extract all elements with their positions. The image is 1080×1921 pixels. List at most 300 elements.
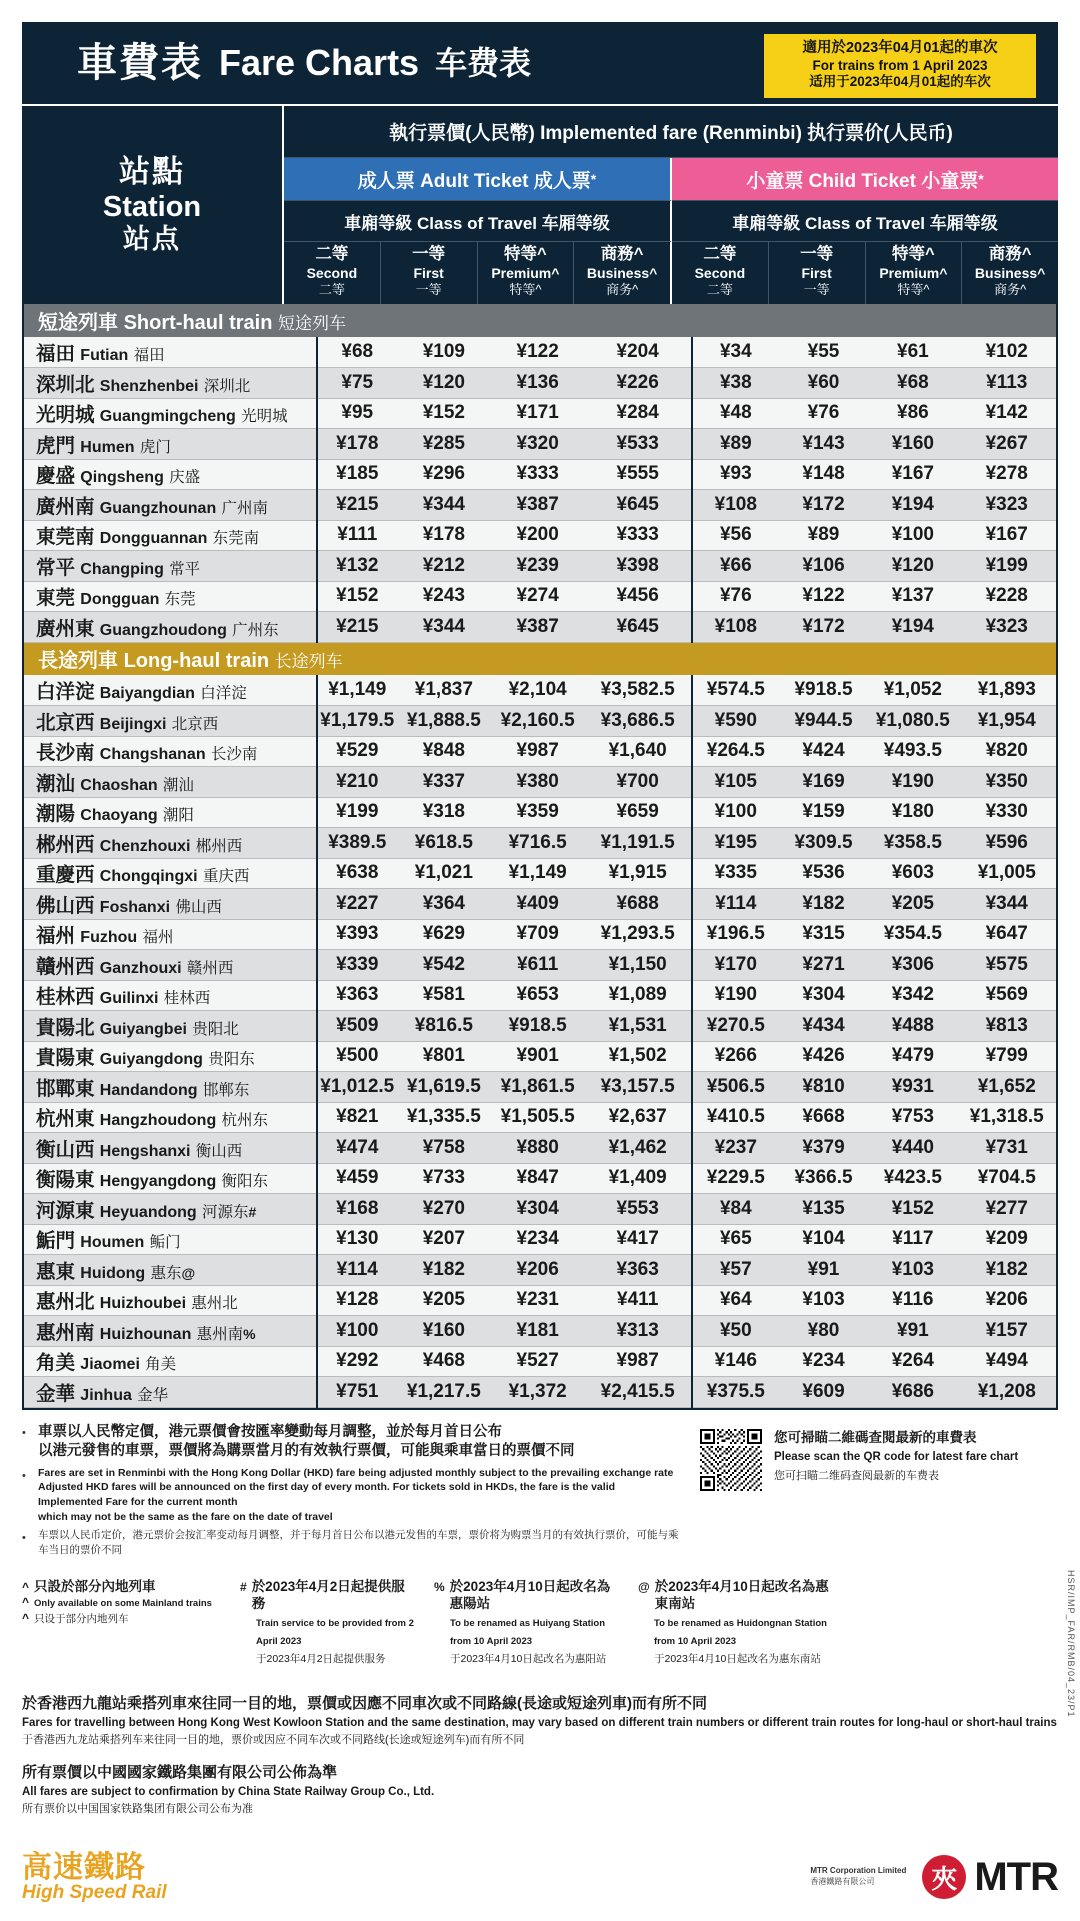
fare-cell: ¥533 — [585, 429, 692, 460]
table-row — [24, 398, 1056, 429]
legend-traditional: 於2023年4月2日起提供服務 — [251, 1578, 405, 1612]
station-name-cell — [24, 1011, 317, 1042]
station-english: Chongqingxi — [99, 868, 198, 886]
table-row — [24, 919, 1056, 950]
legend-symbol: % — [434, 1579, 445, 1594]
station-english: Handandong — [99, 1081, 198, 1099]
station-traditional: 佛山西 — [36, 894, 95, 917]
fare-cell: ¥205 — [868, 889, 957, 920]
adult-class-premium — [478, 242, 575, 304]
fare-cell: ¥323 — [958, 490, 1056, 521]
fare-cell: ¥130 — [317, 1224, 397, 1255]
station-column-header — [22, 106, 284, 304]
legend-item-hash — [240, 1578, 416, 1667]
station-simplified: 潮汕 — [162, 776, 194, 794]
fare-cell: ¥1,021 — [397, 858, 491, 889]
station-name-cell — [24, 368, 317, 399]
station-traditional: 鮜門 — [36, 1230, 76, 1253]
bullet-icon: • — [22, 1532, 26, 1545]
station-simplified: 光明城 — [241, 408, 288, 426]
station-traditional: 貴陽北 — [36, 1016, 95, 1039]
station-english: Guiyangbei — [99, 1020, 187, 1038]
fare-cell: ¥688 — [585, 889, 692, 920]
fare-cell: ¥350 — [958, 767, 1056, 798]
disclaimer2-simplified: 所有票价以中国国家铁路集团有限公司公布为准 — [22, 1803, 253, 1816]
legend-simplified: 于2023年4月10日起改名为惠阳站 — [450, 1652, 607, 1665]
station-english: Hangzhoudong — [99, 1112, 217, 1130]
fare-cell: ¥270.5 — [692, 1011, 779, 1042]
fare-cell: ¥108 — [692, 490, 779, 521]
fare-cell: ¥91 — [779, 1255, 868, 1286]
station-simplified: 贵阳北 — [192, 1020, 239, 1038]
legend-symbol: @ — [638, 1579, 650, 1594]
fare-cell: ¥274 — [491, 581, 585, 612]
fare-cell: ¥3,157.5 — [585, 1072, 692, 1103]
table-row — [24, 706, 1056, 737]
fare-cell: ¥611 — [491, 950, 585, 981]
station-traditional: 贛州西 — [36, 955, 95, 978]
station-header-simplified: 站点 — [123, 224, 181, 255]
table-row — [24, 1255, 1056, 1286]
fare-cell: ¥753 — [868, 1102, 957, 1133]
fare-cell: ¥387 — [491, 612, 585, 643]
fare-cell: ¥114 — [692, 889, 779, 920]
fare-cell: ¥104 — [779, 1224, 868, 1255]
station-simplified: 庆盛 — [169, 469, 201, 487]
station-english: Fuzhou — [80, 929, 138, 947]
fare-cell: ¥629 — [397, 919, 491, 950]
fare-cell: ¥686 — [868, 1377, 957, 1408]
fare-cell: ¥206 — [958, 1285, 1056, 1316]
class-label-english: Premium^ — [879, 265, 948, 282]
page-title-simplified: 车费表 — [435, 45, 532, 81]
station-name-cell — [24, 459, 317, 490]
fare-cell: ¥160 — [868, 429, 957, 460]
station-simplified: 佛山西 — [175, 898, 222, 916]
station-english: Foshanxi — [99, 898, 171, 916]
table-header — [22, 104, 1058, 304]
fare-cell: ¥120 — [397, 368, 491, 399]
station-traditional: 桂林西 — [36, 986, 95, 1009]
fare-cell: ¥234 — [779, 1346, 868, 1377]
fare-cell: ¥148 — [779, 459, 868, 490]
station-name-cell — [24, 950, 317, 981]
station-simplified: 常平 — [169, 560, 201, 578]
fare-cell: ¥333 — [491, 459, 585, 490]
fare-cell: ¥122 — [491, 337, 585, 368]
station-footnote-mark: % — [243, 1325, 256, 1342]
station-name-cell — [24, 1041, 317, 1072]
station-english: Jiaomei — [80, 1356, 140, 1374]
fare-cell: ¥1,640 — [585, 736, 692, 767]
fare-cell: ¥34 — [692, 337, 779, 368]
fare-note-en-line2: Adjusted HKD fares will be announced on the first day of every month. For tickets sold in HKDs, the fare is the valid Implemented Fare for the current month — [38, 1481, 616, 1508]
fare-cell: ¥185 — [317, 459, 397, 490]
station-traditional: 衡山西 — [36, 1138, 95, 1161]
station-traditional: 慶盛 — [36, 465, 76, 488]
fare-cell: ¥2,415.5 — [585, 1377, 692, 1408]
fare-cell: ¥2,104 — [491, 675, 585, 706]
station-simplified: 衡阳东 — [221, 1173, 269, 1191]
fare-cell: ¥801 — [397, 1041, 491, 1072]
station-name-cell — [24, 429, 317, 460]
fare-cell: ¥574.5 — [692, 675, 779, 706]
child-class-first — [769, 242, 866, 304]
fare-cell: ¥120 — [868, 551, 957, 582]
fare-cell: ¥228 — [958, 581, 1056, 612]
fare-cell: ¥468 — [397, 1346, 491, 1377]
fare-cell: ¥1,012.5 — [317, 1072, 397, 1103]
station-english: Chenzhouxi — [99, 837, 191, 855]
station-footnote-mark: @ — [181, 1264, 196, 1281]
fare-cell: ¥205 — [397, 1285, 491, 1316]
table-row — [24, 1224, 1056, 1255]
fare-cell: ¥344 — [958, 889, 1056, 920]
station-name-cell — [24, 337, 317, 368]
table-row — [24, 1377, 1056, 1408]
mtr-corp-chinese: 香港鐵路有限公司 — [810, 1877, 875, 1887]
fare-cell: ¥393 — [317, 919, 397, 950]
child-ticket-footnote-mark: * — [978, 171, 984, 187]
fare-cell: ¥3,686.5 — [585, 706, 692, 737]
fare-cell: ¥1,318.5 — [958, 1102, 1056, 1133]
station-english: Dongguan — [80, 591, 160, 609]
station-english: Baiyangdian — [99, 685, 195, 702]
section-header-label — [24, 304, 1056, 337]
table-row — [24, 950, 1056, 981]
fare-cell: ¥128 — [317, 1285, 397, 1316]
station-traditional: 角美 — [36, 1352, 76, 1375]
legend-item-caret — [22, 1578, 222, 1667]
adult-class-first — [381, 242, 478, 304]
page-title-traditional: 車費表 — [77, 41, 203, 85]
fare-cell: ¥918.5 — [779, 675, 868, 706]
fare-cell: ¥234 — [491, 1224, 585, 1255]
station-traditional: 北京西 — [36, 711, 95, 734]
fare-cell: ¥440 — [868, 1133, 957, 1164]
fare-cell: ¥117 — [868, 1224, 957, 1255]
station-simplified: 福州 — [142, 929, 174, 947]
implemented-fare-label: 執行票價(人民幣) Implemented fare (Renminbi) 执行票价(人民币) — [284, 106, 1058, 158]
fare-cell: ¥358.5 — [868, 828, 957, 859]
ticket-type-row — [284, 158, 1058, 200]
fare-note-simp-text: 车票以人民币定价，港元票价会按汇率变动每月调整，并于每月首日公布以港元发售的车票，票价将为购票当月的有效执行票价，可能与乘车当日的票价不同 — [38, 1529, 679, 1557]
station-traditional: 東莞 — [36, 587, 76, 610]
fare-cell: ¥375.5 — [692, 1377, 779, 1408]
fare-cell: ¥901 — [491, 1041, 585, 1072]
fare-cell: ¥285 — [397, 429, 491, 460]
mtr-circle-icon: 夾 — [922, 1855, 966, 1899]
fare-cell: ¥1,861.5 — [491, 1072, 585, 1103]
fare-note-block — [22, 1423, 682, 1562]
fare-cell: ¥1,915 — [585, 858, 692, 889]
legend-item-at — [638, 1578, 838, 1667]
fare-cell: ¥264.5 — [692, 736, 779, 767]
fare-cell: ¥645 — [585, 612, 692, 643]
station-english: Chaoshan — [80, 776, 158, 794]
child-ticket-header — [672, 158, 1058, 200]
validity-line-english: For trains from 1 April 2023 — [812, 57, 988, 73]
child-class-second — [672, 242, 769, 304]
station-english: Ganzhouxi — [99, 959, 182, 977]
fare-cell: ¥821 — [317, 1102, 397, 1133]
fare-cell: ¥172 — [779, 612, 868, 643]
fare-cell: ¥366.5 — [779, 1163, 868, 1194]
table-row — [24, 581, 1056, 612]
fare-cell: ¥494 — [958, 1346, 1056, 1377]
section-label-simplified: 短途列车 — [278, 314, 347, 333]
fare-cell: ¥178 — [397, 520, 491, 551]
fare-cell: ¥751 — [317, 1377, 397, 1408]
fare-cell: ¥880 — [491, 1133, 585, 1164]
fare-cell: ¥542 — [397, 950, 491, 981]
station-english: Guangzhounan — [99, 499, 217, 517]
fare-cell: ¥152 — [868, 1194, 957, 1225]
fare-cell: ¥109 — [397, 337, 491, 368]
station-name-cell — [24, 490, 317, 521]
fare-cell: ¥93 — [692, 459, 779, 490]
fare-cell: ¥423.5 — [868, 1163, 957, 1194]
fare-table — [24, 304, 1056, 1408]
fare-cell: ¥167 — [958, 520, 1056, 551]
legend-traditional: 於2023年4月10日起改名為惠東南站 — [654, 1578, 829, 1612]
fare-cell: ¥3,582.5 — [585, 675, 692, 706]
fare-cell: ¥380 — [491, 767, 585, 798]
class-label-english: First — [413, 265, 444, 282]
fare-cell: ¥105 — [692, 767, 779, 798]
fare-cell: ¥944.5 — [779, 706, 868, 737]
qr-code-block — [682, 1423, 1058, 1562]
footnotes-section — [22, 1423, 1058, 1562]
fare-cell: ¥55 — [779, 337, 868, 368]
fare-cell: ¥215 — [317, 490, 397, 521]
table-row — [24, 1072, 1056, 1103]
station-traditional: 虎門 — [36, 434, 76, 457]
hsr-logo-chinese: 高速鐵路 — [22, 1850, 146, 1884]
fare-cell: ¥207 — [397, 1224, 491, 1255]
fare-cell: ¥581 — [397, 980, 491, 1011]
station-english: Changshanan — [99, 746, 206, 764]
qr-text-english: Please scan the QR code for latest fare chart — [774, 1451, 1019, 1464]
validity-line-simplified: 适用于2023年04月01起的车次 — [809, 74, 991, 90]
class-label-english: Business^ — [974, 265, 1046, 282]
table-row — [24, 675, 1056, 706]
fare-cell: ¥527 — [491, 1346, 585, 1377]
station-simplified: 福田 — [133, 347, 165, 364]
fare-cell: ¥1,893 — [958, 675, 1056, 706]
station-english: Huizhoubei — [99, 1295, 187, 1313]
station-simplified: 衡山西 — [195, 1142, 243, 1160]
child-ticket-label: 小童票 Child Ticket 小童票 — [746, 170, 979, 192]
fare-cell: ¥152 — [317, 581, 397, 612]
fare-cell: ¥106 — [779, 551, 868, 582]
fare-cell: ¥122 — [779, 581, 868, 612]
station-traditional: 衡陽東 — [36, 1169, 95, 1192]
fare-cell: ¥363 — [317, 980, 397, 1011]
station-simplified: 深圳北 — [203, 377, 251, 395]
station-traditional: 河源東 — [36, 1199, 95, 1222]
station-simplified: 虎门 — [139, 438, 171, 456]
fare-cell: ¥1,293.5 — [585, 919, 692, 950]
mtr-corp-english: MTR Corporation Limited — [810, 1866, 907, 1876]
class-label-traditional: 商務^ — [988, 245, 1032, 264]
station-traditional: 邯鄲東 — [36, 1077, 95, 1100]
legend-symbol: ^ — [22, 1595, 30, 1610]
station-traditional: 潮汕 — [36, 772, 76, 795]
station-simplified: 白洋淀 — [200, 685, 247, 702]
station-simplified: 潮阳 — [162, 807, 194, 825]
fare-cell: ¥553 — [585, 1194, 692, 1225]
fare-cell: ¥1,191.5 — [585, 828, 692, 859]
table-row — [24, 490, 1056, 521]
section-label-english: Short-haul train — [123, 312, 273, 334]
station-english: Changping — [80, 560, 164, 578]
station-english: Qingsheng — [80, 469, 164, 487]
fare-cell: ¥142 — [958, 398, 1056, 429]
qr-text-simplified: 您可扫瞄二维码查阅最新的车费表 — [774, 1469, 939, 1482]
table-row — [24, 459, 1056, 490]
fare-cell: ¥810 — [779, 1072, 868, 1103]
legend-symbol: ^ — [22, 1579, 30, 1594]
station-traditional: 福田 — [36, 343, 76, 365]
fare-cell: ¥653 — [491, 980, 585, 1011]
fare-cell: ¥1,335.5 — [397, 1102, 491, 1133]
section-header-long-haul — [24, 642, 1056, 675]
fare-cell: ¥987 — [491, 736, 585, 767]
fare-cell: ¥342 — [868, 980, 957, 1011]
fare-cell: ¥113 — [958, 368, 1056, 399]
fare-cell: ¥379 — [779, 1133, 868, 1164]
fare-note-traditional — [22, 1423, 682, 1462]
station-english: Jinhua — [80, 1386, 132, 1404]
fare-cell: ¥48 — [692, 398, 779, 429]
legend-english: To be renamed as Huiyang Station from 10 April 2023 — [450, 1617, 606, 1647]
fare-cell: ¥918.5 — [491, 1011, 585, 1042]
station-name-cell — [24, 797, 317, 828]
fare-cell: ¥668 — [779, 1102, 868, 1133]
fare-cell: ¥212 — [397, 551, 491, 582]
legend-english: To be renamed as Huidongnan Station from 10 April 2023 — [654, 1617, 827, 1647]
fare-cell: ¥181 — [491, 1316, 585, 1347]
page-title-bar — [22, 22, 1058, 104]
fare-cell: ¥152 — [397, 398, 491, 429]
fare-cell: ¥89 — [692, 429, 779, 460]
legend-simplified: 只设于部分内地列车 — [34, 1613, 129, 1626]
fare-note-en-line1: Fares are set in Renminbi with the Hong Kong Dollar (HKD) fare being adjusted monthly subject to the prevailing exchange rate — [38, 1466, 674, 1479]
station-name-cell — [24, 858, 317, 889]
station-simplified: 赣州西 — [186, 959, 234, 977]
child-class-of-travel-label: 車廂等級 Class of Travel 车厢等级 — [672, 200, 1058, 242]
station-name-cell — [24, 980, 317, 1011]
fare-cell: ¥820 — [958, 736, 1056, 767]
fare-cell: ¥296 — [397, 459, 491, 490]
fare-cell: ¥157 — [958, 1316, 1056, 1347]
station-name-cell — [24, 828, 317, 859]
station-name-cell — [24, 736, 317, 767]
fare-cell: ¥330 — [958, 797, 1056, 828]
station-traditional: 白洋淀 — [36, 681, 95, 703]
fare-cell: ¥172 — [779, 490, 868, 521]
station-english: Hengyangdong — [99, 1173, 217, 1191]
station-english: Shenzhenbei — [99, 377, 199, 395]
station-traditional: 貴陽東 — [36, 1047, 95, 1070]
class-label-english: Second — [306, 265, 358, 282]
symbol-legend — [22, 1578, 1058, 1667]
disclaimer1-simplified: 于香港西九龙站乘搭列车来往同一目的地，票价或因应不同车次或不同路线(长途或短途列车)而有所不同 — [22, 1733, 525, 1746]
fare-cell: ¥169 — [779, 767, 868, 798]
class-subheader-row — [284, 242, 1058, 304]
station-simplified: 角美 — [145, 1356, 177, 1374]
fare-cell: ¥555 — [585, 459, 692, 490]
station-header-english: Station — [102, 191, 202, 224]
fare-cell: ¥194 — [868, 490, 957, 521]
fare-cell: ¥137 — [868, 581, 957, 612]
table-row — [24, 368, 1056, 399]
fare-cell: ¥215 — [317, 612, 397, 643]
adult-class-business — [574, 242, 670, 304]
fare-cell: ¥284 — [585, 398, 692, 429]
table-row — [24, 1316, 1056, 1347]
station-english: Chaoyang — [80, 807, 158, 825]
mtr-wordmark: MTR — [974, 1854, 1058, 1899]
fare-cell: ¥182 — [779, 889, 868, 920]
fare-cell: ¥1,619.5 — [397, 1072, 491, 1103]
class-label-traditional: 一等 — [800, 245, 834, 264]
fare-cell: ¥160 — [397, 1316, 491, 1347]
table-row — [24, 889, 1056, 920]
station-name-cell — [24, 612, 317, 643]
fare-cell: ¥704.5 — [958, 1163, 1056, 1194]
station-simplified: 东莞 — [164, 591, 196, 609]
fare-cell: ¥194 — [868, 612, 957, 643]
station-name-cell — [24, 581, 317, 612]
table-row — [24, 1011, 1056, 1042]
station-simplified: 惠州北 — [191, 1295, 238, 1313]
fare-cell: ¥609 — [779, 1377, 868, 1408]
fare-cell: ¥506.5 — [692, 1072, 779, 1103]
fare-cell: ¥226 — [585, 368, 692, 399]
fare-cell: ¥410.5 — [692, 1102, 779, 1133]
fare-cell: ¥243 — [397, 581, 491, 612]
station-name-cell — [24, 1224, 317, 1255]
station-traditional: 深圳北 — [36, 373, 95, 396]
bullet-icon: • — [22, 1426, 26, 1439]
fare-cell: ¥167 — [868, 459, 957, 490]
fare-cell: ¥76 — [779, 398, 868, 429]
section-label-traditional: 短途列車 — [38, 312, 118, 334]
fare-cell: ¥136 — [491, 368, 585, 399]
fare-cell: ¥426 — [779, 1041, 868, 1072]
fare-cell: ¥111 — [317, 520, 397, 551]
fare-cell: ¥56 — [692, 520, 779, 551]
disclaimer2-traditional: 所有票價以中國國家鐵路集團有限公司公佈為準 — [22, 1764, 338, 1782]
adult-class-second — [284, 242, 381, 304]
fare-cell: ¥575 — [958, 950, 1056, 981]
station-name-cell — [24, 1163, 317, 1194]
adult-ticket-label: 成人票 Adult Ticket 成人票 — [357, 170, 591, 192]
class-label-simplified: 特等^ — [509, 282, 542, 297]
legend-traditional: 只設於部分內地列車 — [34, 1578, 156, 1594]
station-simplified: 广州东 — [232, 621, 279, 639]
station-traditional: 常平 — [36, 556, 76, 579]
fare-cell: ¥1,179.5 — [317, 706, 397, 737]
legend-english: Only available on some Mainland trains — [34, 1598, 212, 1610]
fare-cell: ¥103 — [868, 1255, 957, 1286]
legend-simplified: 于2023年4月10日起改名为惠东南站 — [654, 1652, 821, 1665]
fare-note-trad-line2: 以港元發售的車票，票價將為購票當月的有效執行票價，可能與乘車當日的票價不同 — [38, 1443, 575, 1460]
section-header-label — [24, 642, 1056, 675]
fare-cell: ¥313 — [585, 1316, 692, 1347]
